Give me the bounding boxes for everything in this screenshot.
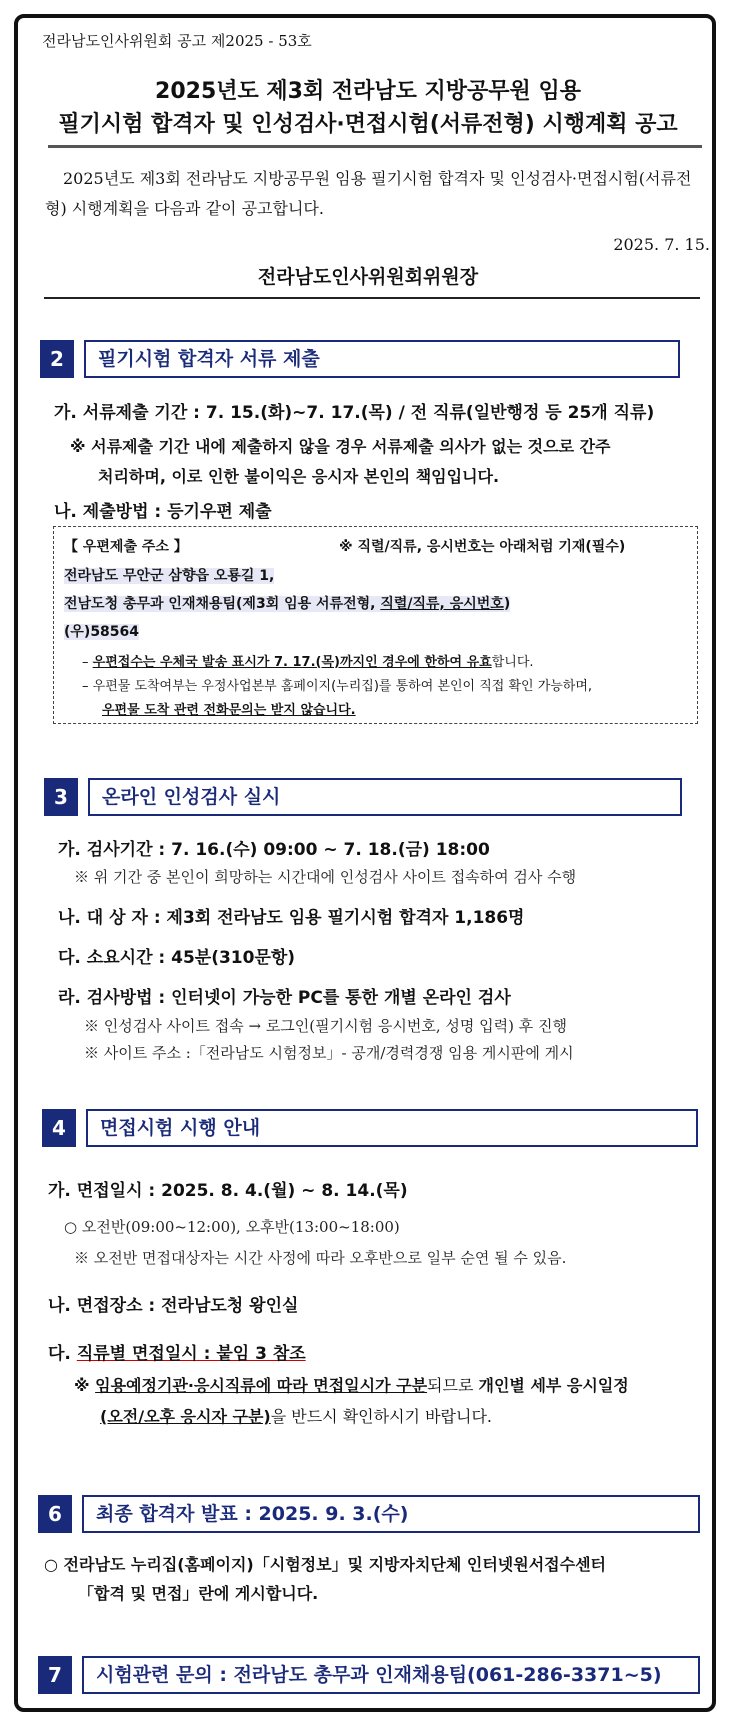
s6-text-1: ○ 전라남도 누리집(홈페이지)「시험정보」및 지방자치단체 인터넷원서접수센터 xyxy=(44,1555,607,1574)
s4-note-da-2b: 을 반드시 확인하시기 바랍니다. xyxy=(270,1407,492,1426)
s3-item-ra: 라. 검사방법 : 인터넷이 가능한 PC를 통한 개별 온라인 검사 xyxy=(58,988,511,1008)
s4-note-da-1a: 임용예정기관·응시직류에 따라 면접일시가 구분 xyxy=(95,1376,428,1395)
postal-address-box xyxy=(53,526,698,724)
s3-item-da: 다. 소요시간 : 45분(310문항) xyxy=(58,948,296,968)
signer: 전라남도인사위원회위원장 xyxy=(257,266,479,288)
section-7-number: 7 xyxy=(38,1656,72,1694)
s2-note-ga-2: 처리하며, 이로 인한 불이익은 응시자 본인의 책임입니다. xyxy=(98,467,500,486)
postal-bullet1-bold: 우편접수는 우체국 발송 표시가 7. 17.(목)까지인 경우에 한하여 유효 xyxy=(92,655,492,670)
section-4-number: 4 xyxy=(42,1109,76,1147)
postal-right-note: ※ 직렬/직류, 응시번호는 아래처럼 기재(필수) xyxy=(339,539,626,555)
s4-item-na: 나. 면접장소 : 전라남도청 왕인실 xyxy=(48,1296,299,1316)
s2-item-na: 나. 제출방법 : 등기우편 제출 xyxy=(54,502,272,522)
s3-note-ga: ※ 위 기간 중 본인이 희망하는 시간대에 인성검사 사이트 접속하여 검사 수행 xyxy=(74,868,577,886)
s4-note-da-1b: 되므로 xyxy=(427,1376,479,1395)
s4-item-ga: 가. 면접일시 : 2025. 8. 4.(월) ~ 8. 14.(목) xyxy=(48,1181,408,1201)
section-6-title: 최종 합격자 발표 : 2025. 9. 3.(수) xyxy=(82,1495,700,1533)
postal-zip: (우)58564 xyxy=(64,624,140,640)
s4-sub-ga: ○ 오전반(09:00~12:00), 오후반(13:00~18:00) xyxy=(64,1218,400,1236)
s4-note-ga: ※ 오전반 면접대상자는 시간 사정에 따라 오후반으로 일부 순연 될 수 있음. xyxy=(74,1249,567,1267)
s4-item-da-prefix: 다. xyxy=(48,1344,77,1364)
s4-item-da: 직류별 면접일시 : 붙임 3 참조 xyxy=(76,1344,306,1364)
section-7-title: 시험관련 문의 : 전라남도 총무과 인재채용팀(061-286-3371~5) xyxy=(82,1656,700,1694)
postal-bullet2: – 우편물 도착여부는 우정사업본부 홈페이지(누리집)를 통하여 본인이 직접 확인 가능하며, xyxy=(82,679,593,694)
s2-item-ga: 가. 서류제출 기간 : 7. 15.(화)~7. 17.(목) / 전 직류(일반행정 등 25개 직류) xyxy=(54,403,655,423)
intro-paragraph: 2025년도 제3회 전라남도 지방공무원 임용 필기시험 합격자 및 인성검사·면접시험(서류전형) 시행계획을 다음과 같이 공고합니다. xyxy=(45,169,692,218)
s2-note-ga-1: ※ 서류제출 기간 내에 제출하지 않을 경우 서류제출 의사가 없는 것으로 간주 xyxy=(70,437,611,456)
postal-address-2b: 직렬/직류, 응시번호 xyxy=(380,596,504,612)
section-2-title: 필기시험 합격자 서류 제출 xyxy=(84,340,680,378)
page-title-line1: 2025년도 제3회 전라남도 지방공무원 임용 xyxy=(155,79,581,104)
section-3-number: 3 xyxy=(44,778,78,816)
s3-item-na: 나. 대 상 자 : 제3회 전라남도 임용 필기시험 합격자 1,186명 xyxy=(58,908,525,928)
notice-date: 2025. 7. 15. xyxy=(613,235,710,254)
s3-note-ra-2: ※ 사이트 주소 :「전라남도 시험정보」- 공개/경력경쟁 임용 게시판에 게시 xyxy=(84,1044,574,1062)
notice-number: 전라남도인사위원회 공고 제2025 - 53호 xyxy=(42,32,312,50)
s4-note-da-1c: 개인별 세부 응시일정 xyxy=(478,1376,629,1395)
postal-bullet1-dash: – xyxy=(82,655,93,670)
postal-address-2c: ) xyxy=(503,596,511,612)
signer-divider xyxy=(44,297,700,299)
postal-bullet1-end: 합니다. xyxy=(491,655,534,670)
s4-note-da-mark: ※ xyxy=(74,1376,96,1395)
postal-address-1: 전라남도 무안군 삼향읍 오룡길 1, xyxy=(64,568,275,584)
postal-bullet2-cont: 우편물 도착 관련 전화문의는 받지 않습니다. xyxy=(102,703,356,718)
title-divider xyxy=(48,145,702,148)
section-6-number: 6 xyxy=(38,1495,72,1533)
page-title-line2: 필기시험 합격자 및 인성검사·면접시험(서류전형) 시행계획 공고 xyxy=(58,112,678,137)
s6-text-2: 「합격 및 면접」란에 게시합니다. xyxy=(78,1584,319,1603)
section-2-number: 2 xyxy=(40,340,74,378)
postal-address-2a: 전남도청 총무과 인재채용팀(제3회 임용 서류전형, xyxy=(64,596,381,612)
s4-note-da-2a: (오전/오후 응시자 구분) xyxy=(100,1407,271,1426)
section-3-title: 온라인 인성검사 실시 xyxy=(88,778,682,816)
s3-note-ra-1: ※ 인성검사 사이트 접속 → 로그인(필기시험 응시번호, 성명 입력) 후 진행 xyxy=(84,1017,567,1035)
postal-heading: 【 우편제출 주소 】 xyxy=(64,539,188,555)
s3-item-ga: 가. 검사기간 : 7. 16.(수) 09:00 ~ 7. 18.(금) 18:00 xyxy=(58,840,490,860)
section-4-title: 면접시험 시행 안내 xyxy=(86,1109,698,1147)
